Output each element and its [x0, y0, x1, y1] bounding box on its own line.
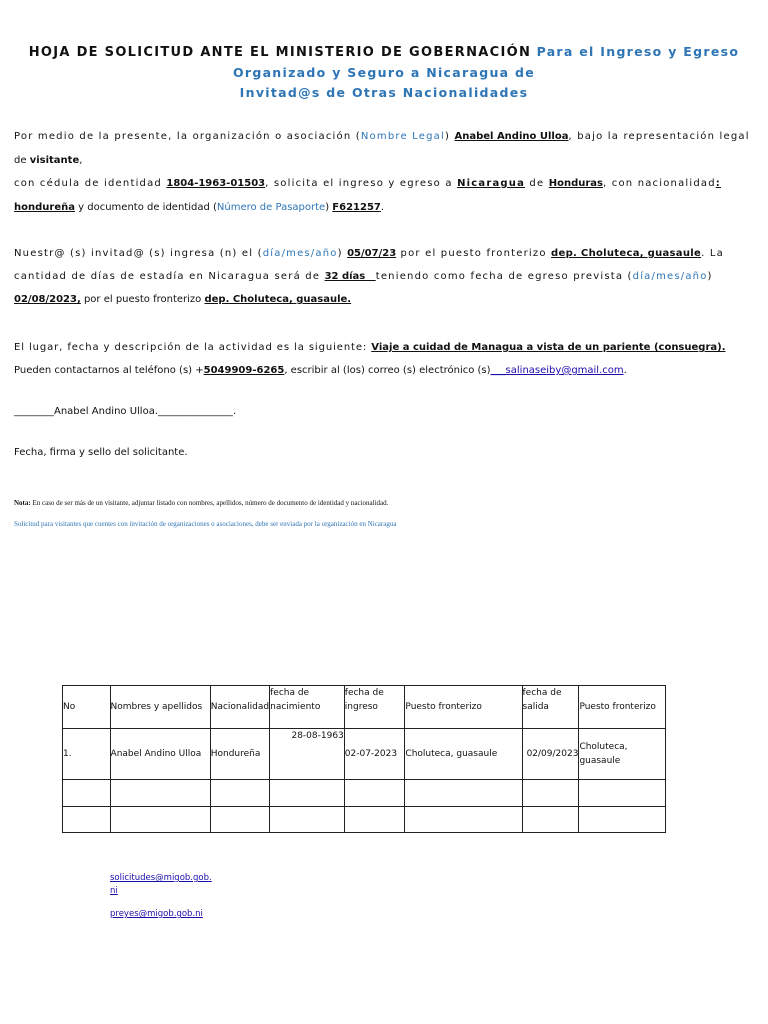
paragraph-3-line-2 [14, 364, 748, 377]
organization-name: Anabel Andino Ulloa [454, 131, 569, 142]
exit-date: 02/08/2023, [14, 294, 81, 305]
text: por el puesto fronterizo [396, 248, 552, 259]
text: teniendo como fecha de egreso prevista ( [375, 271, 633, 282]
destination-country: Nicaragua [457, 178, 526, 189]
title-main: HOJA DE SOLICITUD ANTE EL MINISTERIO DE GOBERNACIÓN [28, 45, 532, 60]
text: de [525, 178, 549, 189]
paragraph-1-line-2 [14, 154, 748, 167]
text: por el puesto fronterizo [80, 294, 205, 305]
paragraph-1-line-1 [14, 130, 748, 143]
text: : [715, 178, 721, 189]
field-label-nombre-legal: Nombre Legal [360, 131, 445, 142]
table-cell: Choluteca, guasaule [405, 729, 522, 780]
text: ) [325, 202, 333, 213]
paragraph-2-line-1 [14, 247, 748, 260]
paragraph-1-line-4 [14, 201, 748, 214]
table-cell [405, 807, 522, 833]
text: El lugar, fecha y descripción de la actividad es la siguiente: [14, 342, 372, 353]
note [14, 499, 388, 507]
table-cell [522, 807, 579, 833]
table-cell [405, 780, 522, 807]
header-cell-puesto-ingreso: Puesto fronterizo [405, 686, 522, 729]
text: y documento de identidad ( [74, 202, 217, 213]
text: , [79, 155, 83, 166]
note-line-2: Solicitud para visitantes que cuentes con invitación de organizaciones o asociaciones, debe ser enviada por la organización en Nicaragua [14, 520, 397, 528]
signature-line [14, 405, 748, 418]
paragraph-2-line-3 [14, 293, 748, 306]
entry-border-post: dep. Choluteca, guasaule [551, 248, 702, 259]
email-link-preyes[interactable]: preyes@migob.gob.ni [110, 909, 203, 919]
text: Pueden contactarnos al teléfono (s) + [14, 365, 204, 376]
table-cell [210, 807, 269, 833]
text: . [380, 202, 385, 213]
table-cell [579, 780, 666, 807]
table-row [63, 729, 666, 780]
header-cell-nacimiento: fecha de nacimiento [270, 686, 345, 729]
header-cell-ingreso: fecha de ingreso [344, 686, 405, 729]
table-cell: Choluteca, guasaule [579, 729, 666, 780]
text: ) [707, 271, 713, 282]
signer-name: Anabel Andino Ulloa. [54, 406, 159, 417]
email-part[interactable]: solicitudes@migob.gob. [110, 873, 212, 883]
table-cell [270, 780, 345, 807]
header-cell-nacionalidad: Nacionalidad [210, 686, 269, 729]
header-cell-nombres: Nombres y apellidos [110, 686, 210, 729]
paragraph-1-line-3 [14, 177, 748, 190]
table-cell: 02/09/2023 [522, 729, 579, 780]
field-label-fecha-egreso: día/mes/año [632, 271, 708, 282]
note-text: En caso de ser más de un visitante, adjuntar listado con nombres, apellidos, número de documento de identidad y nacionalidad. [30, 499, 389, 507]
text: Nuestr@ (s) invitad@ (s) ingresa (n) el ( [14, 248, 263, 259]
legal-representation-value: visitante [29, 155, 80, 166]
origin-country: Honduras [548, 178, 603, 189]
text: . [623, 365, 627, 376]
title-line-3: Invitad@s de Otras Nacionalidades [239, 85, 529, 100]
text: . La [701, 248, 724, 259]
table-cell [522, 780, 579, 807]
document-title [14, 42, 754, 103]
table-cell: 1. [63, 729, 111, 780]
paragraph-3-line-1 [14, 341, 748, 354]
table-cell [579, 807, 666, 833]
table-cell [63, 780, 111, 807]
table-cell: 28-08-1963 [270, 729, 345, 780]
table-cell [110, 807, 210, 833]
text: ) [337, 248, 348, 259]
title-sub: Para el Ingreso y Egreso [536, 44, 740, 59]
header-cell-salida: fecha de salida [522, 686, 579, 729]
text: cantidad de días de estadía en Nicaragua será de [14, 271, 325, 282]
text: con cédula de identidad [14, 178, 167, 189]
cedula-number: 1804-1963-01503 [166, 178, 266, 189]
field-label-pasaporte: Número de Pasaporte [216, 202, 326, 213]
text: ________ [14, 406, 54, 417]
nationality-value: hondureña [14, 202, 75, 213]
note-label: Nota: [14, 499, 31, 507]
text: , escribir al (los) correo (s) electrónico (s) [284, 365, 491, 376]
text: Por medio de la presente, la organización o asociación ( [14, 131, 361, 142]
table-cell [344, 780, 405, 807]
entry-date: 05/07/23 [347, 248, 397, 259]
passport-number: F621257 [332, 202, 381, 213]
table-cell [110, 780, 210, 807]
text: de [14, 155, 30, 166]
table-cell: 02-07-2023 [344, 729, 405, 780]
text: , con nacionalidad [603, 178, 716, 189]
table-row [63, 780, 666, 807]
text: _______________. [158, 406, 237, 417]
email-part[interactable]: ni [110, 886, 118, 896]
guest-table [62, 685, 666, 833]
table-cell [344, 807, 405, 833]
text: , solicita el ingreso y egreso a [265, 178, 458, 189]
activity-description: Viaje a cuidad de Managua a vista de un pariente (consuegra). [371, 342, 726, 353]
table-cell [63, 807, 111, 833]
contact-email-link[interactable]: ___salinaseiby@gmail.com [490, 365, 624, 376]
text: ) [445, 131, 455, 142]
title-line-2: Organizado y Seguro a Nicaragua de [232, 65, 536, 80]
text: , bajo la representación legal [568, 131, 750, 142]
header-cell-no: No [63, 686, 111, 729]
exit-border-post: dep. Choluteca, guasaule. [204, 294, 352, 305]
field-label-fecha: día/mes/año [262, 248, 338, 259]
signature-caption: Fecha, firma y sello del solicitante. [14, 447, 188, 458]
title-line-1 [14, 42, 754, 63]
table-row [63, 807, 666, 833]
phone-number: 5049909-6265 [203, 365, 285, 376]
table-cell: Hondureña [210, 729, 269, 780]
table-cell: Anabel Andino Ulloa [110, 729, 210, 780]
paragraph-2-line-2 [14, 270, 748, 283]
email-link-solicitudes[interactable] [110, 872, 212, 898]
stay-days: 32 días [324, 271, 376, 282]
table-cell [270, 807, 345, 833]
header-cell-puesto-salida: Puesto fronterizo [579, 686, 666, 729]
table-header-row [63, 686, 666, 729]
table-cell [210, 780, 269, 807]
